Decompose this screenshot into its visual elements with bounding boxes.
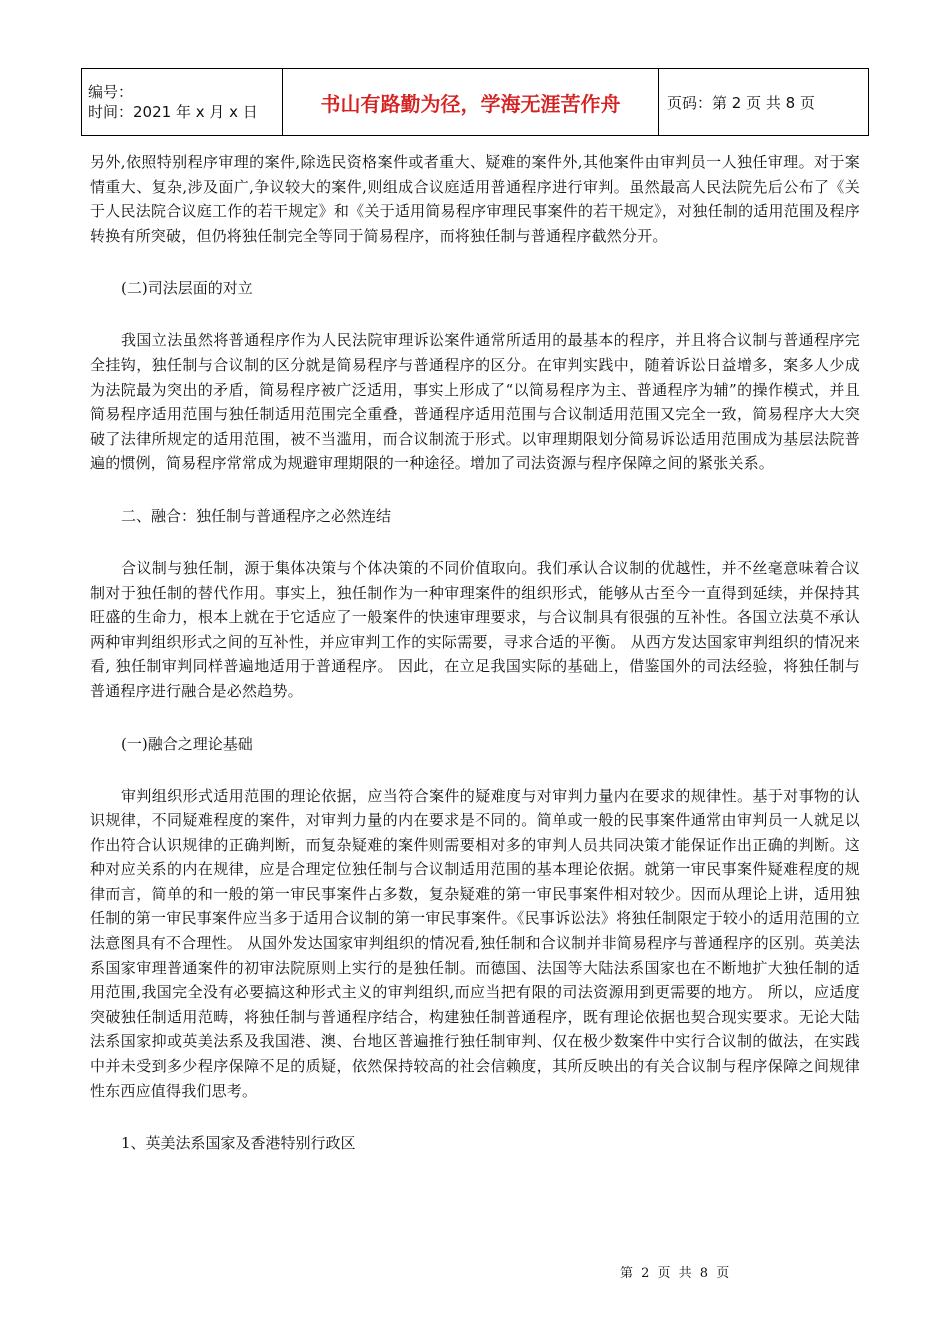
section-heading: 1、英美法系国家及香港特别行政区 xyxy=(121,1134,356,1153)
paragraph: 合议制与独任制，源于集体决策与个体决策的不同价值取向。我们承认合议制的优越性，并不丝毫意味着合议制对于独任制的替代作用。事实上，独任制作为一种审理案件的组织形式，能够从古至今一直得到延续，并保持其旺盛的生命力，根本上就在于它适应了一般案件的快速审理要求，与合议制具有很强的互补性。各国立法莫不承认两种审判组织形式之间的互补性，并应审判工作的实际需要，寻求合适的平衡。 从西方发达国家审判组织的情况来看, 独任制审判同样普遍地适用于普通程序。 因此，在立足我国实际的基础上，借鉴国外的司法经验，将独任制与普通程序进行融合是必然趋势。 xyxy=(90,558,860,700)
section-heading: (一)融合之理论基础 xyxy=(121,734,253,753)
paragraph: 另外,依照特别程序审理的案件,除选民资格案件或者重大、疑难的案件外,其他案件由审判员一人独任审理。对于案情重大、复杂,涉及面广,争议较大的案件,则组成合议庭适用普通程序进行审判。虽然最高人民法院先后公布了《关于人民法院合议庭工作的若干规定》和《关于适用简易程序审理民事案件的若干规定》，对独任制的适用范围及程序转换有所突破，但仍将独任制完全等同于简易程序，而将独任制与普通程序截然分开。 xyxy=(90,153,860,245)
page-header xyxy=(81,68,869,136)
doc-number: 编号： xyxy=(88,83,134,101)
paragraph: 我国立法虽然将普通程序作为人民法院审理诉讼案件通常所适用的最基本的程序，并且将合议制与普通程序完全挂钩，独任制与合议制的区分就是简易程序与普通程序的区分。在审判实践中，随着诉讼日益增多，案多人少成为法院最为突出的矛盾，简易程序被广泛适用，事实上形成了“以简易程序为主、普通程序为辅”的操作模式，并且简易程序适用范围与独任制适用范围完全重叠，普通程序适用范围与合议制适用范围又完全一致，简易程序大大突破了法律所规定的适用范围，被不当滥用，而合议制流于形式。以审理期限划分简易诉讼适用范围成为基层法院普遍的惯例，简易程序常常成为规避审理期限的一种途径。增加了司法资源与程序保障之间的紧张关系。 xyxy=(90,331,860,473)
section-heading: 二、融合：独任制与普通程序之必然连结 xyxy=(121,506,392,525)
header-page-info: 页码：第 2 页 共 8 页 xyxy=(659,69,869,136)
paragraph: 审判组织形式适用范围的理论依据，应当符合案件的疑难度与对审判力量内在要求的规律性。基于对事物的认识规律，不同疑难程度的案件，对审判力量的内在要求是不同的。简单或一般的民事案件通常由审判员一人就足以作出符合认识规律的正确判断，而复杂疑难的案件则需要相对多的审判人员共同决策才能保证作出正确的判断。这种对应关系的内在规律，应是合理定位独任制与合议制适用范围的基本理论依据。就第一审民事案件疑难程度的规律而言，简单的和一般的第一审民事案件占多数，复杂疑难的第一审民事案件相对较少。因而从理论上讲，适用独任制的第一审民事案件应当多于适用合议制的第一审民事案件。《民事诉讼法》将独任制限定于较小的适用范围的立法意图具有不合理性。 从国外发达国家审判组织的情况看,独任制和合议制并非简易程序与普通程序的区别。英美法系国家审理普通案件的初审法院原则上实行的是独任制。而德国、法国等大陆法系国家也在不断地扩大独任制的适用范围,我国完全没有必要搞这种形式主义的审判组织,而应当把有限的司法资源用到更需要的地方。 所以，应适度突破独任制适用范畴，将独任制与普通程序结合，构建独任制普通程序，既有理论依据也契合现实要求。无论大陆法系国家抑或英美法系及我国港、澳、台地区普遍推行独任制审判、仅在极少数案件中实行合议制的做法，在实践中并未受到多少程序保障不足的质疑，依然保持较高的社会信赖度，其所反映出的有关合议制与程序保障之间规律性东西应值得我们思考。 xyxy=(90,786,860,1100)
section-heading: (二)司法层面的对立 xyxy=(121,279,253,298)
header-meta xyxy=(82,69,283,136)
page-footer: 第 2 页 共 8 页 xyxy=(620,1266,732,1281)
document-body xyxy=(90,150,860,1155)
date-line: 时间：2021 年 x 月 x 日 xyxy=(88,103,258,121)
header-motto: 书山有路勤为径，学海无涯苦作舟 xyxy=(283,69,659,136)
